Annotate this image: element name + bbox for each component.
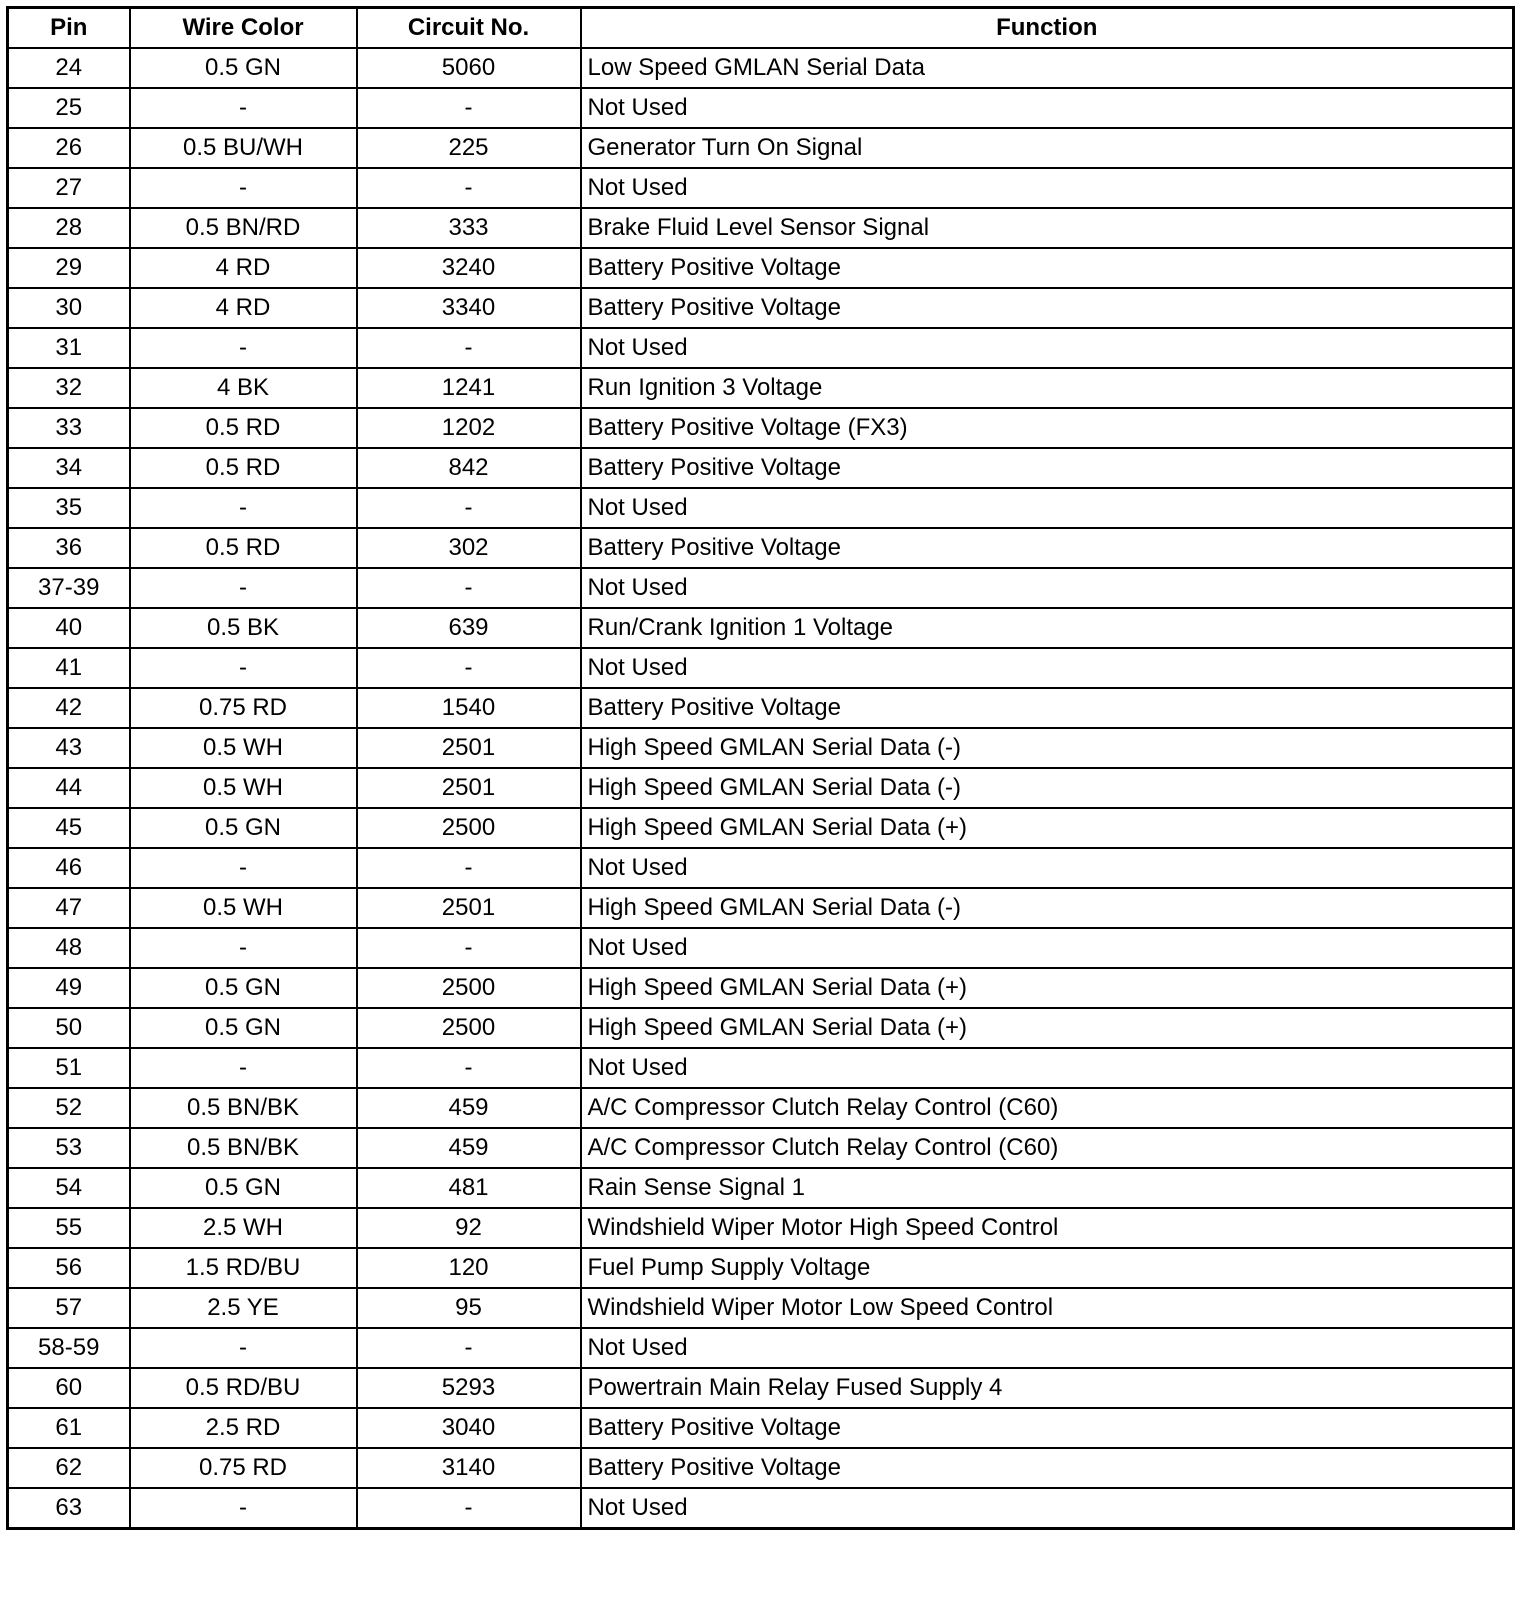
cell-wire-color: 0.5 WH	[130, 768, 357, 808]
cell-circuit-number: -	[357, 488, 581, 528]
table-row	[8, 728, 1514, 768]
cell-function: Battery Positive Voltage (FX3)	[581, 408, 1514, 448]
cell-circuit-number: 120	[357, 1248, 581, 1288]
cell-circuit-number: 2501	[357, 768, 581, 808]
cell-function: Battery Positive Voltage	[581, 528, 1514, 568]
cell-pin: 57	[8, 1288, 130, 1328]
cell-pin: 42	[8, 688, 130, 728]
table-body	[8, 48, 1514, 1529]
table-row	[8, 288, 1514, 328]
cell-function: Low Speed GMLAN Serial Data	[581, 48, 1514, 88]
table-row	[8, 1008, 1514, 1048]
cell-pin: 40	[8, 608, 130, 648]
table-row	[8, 848, 1514, 888]
cell-wire-color: -	[130, 1488, 357, 1529]
cell-function: Fuel Pump Supply Voltage	[581, 1248, 1514, 1288]
cell-wire-color: 0.5 RD	[130, 528, 357, 568]
cell-circuit-number: -	[357, 1048, 581, 1088]
cell-pin: 49	[8, 968, 130, 1008]
cell-circuit-number: 2500	[357, 968, 581, 1008]
cell-wire-color: 1.5 RD/BU	[130, 1248, 357, 1288]
cell-wire-color: 0.75 RD	[130, 1448, 357, 1488]
table-row	[8, 328, 1514, 368]
cell-wire-color: 0.5 BN/BK	[130, 1128, 357, 1168]
table-row	[8, 688, 1514, 728]
cell-wire-color: 0.5 WH	[130, 888, 357, 928]
cell-pin: 31	[8, 328, 130, 368]
table-row	[8, 128, 1514, 168]
cell-wire-color: 2.5 YE	[130, 1288, 357, 1328]
cell-circuit-number: 3140	[357, 1448, 581, 1488]
cell-wire-color: 0.5 BN/BK	[130, 1088, 357, 1128]
cell-function: Not Used	[581, 928, 1514, 968]
cell-pin: 29	[8, 248, 130, 288]
cell-circuit-number: 2501	[357, 888, 581, 928]
cell-wire-color: -	[130, 928, 357, 968]
cell-circuit-number: 5293	[357, 1368, 581, 1408]
cell-circuit-number: -	[357, 328, 581, 368]
table-row	[8, 1208, 1514, 1248]
cell-function: Windshield Wiper Motor High Speed Control	[581, 1208, 1514, 1248]
cell-pin: 30	[8, 288, 130, 328]
table-row	[8, 88, 1514, 128]
cell-wire-color: 0.5 GN	[130, 1168, 357, 1208]
cell-wire-color: -	[130, 648, 357, 688]
cell-pin: 28	[8, 208, 130, 248]
cell-function: High Speed GMLAN Serial Data (-)	[581, 888, 1514, 928]
table-row	[8, 808, 1514, 848]
table-row	[8, 368, 1514, 408]
cell-circuit-number: -	[357, 928, 581, 968]
cell-pin: 55	[8, 1208, 130, 1248]
cell-function: A/C Compressor Clutch Relay Control (C60)	[581, 1128, 1514, 1168]
cell-circuit-number: -	[357, 88, 581, 128]
cell-circuit-number: 1202	[357, 408, 581, 448]
column-header-pin: Pin	[8, 8, 130, 49]
cell-pin: 60	[8, 1368, 130, 1408]
cell-pin: 52	[8, 1088, 130, 1128]
cell-wire-color: 0.5 RD/BU	[130, 1368, 357, 1408]
cell-pin: 54	[8, 1168, 130, 1208]
cell-circuit-number: 333	[357, 208, 581, 248]
cell-circuit-number: 225	[357, 128, 581, 168]
cell-circuit-number: 459	[357, 1088, 581, 1128]
table-row	[8, 1128, 1514, 1168]
table-row	[8, 1168, 1514, 1208]
cell-function: Not Used	[581, 568, 1514, 608]
cell-pin: 58-59	[8, 1328, 130, 1368]
cell-pin: 53	[8, 1128, 130, 1168]
table-row	[8, 168, 1514, 208]
cell-function: Battery Positive Voltage	[581, 1408, 1514, 1448]
table-row	[8, 448, 1514, 488]
cell-circuit-number: -	[357, 1488, 581, 1529]
cell-wire-color: -	[130, 88, 357, 128]
cell-wire-color: 2.5 WH	[130, 1208, 357, 1248]
cell-circuit-number: 1241	[357, 368, 581, 408]
cell-pin: 47	[8, 888, 130, 928]
cell-circuit-number: 92	[357, 1208, 581, 1248]
cell-circuit-number: 5060	[357, 48, 581, 88]
cell-wire-color: 0.5 GN	[130, 968, 357, 1008]
cell-circuit-number: 3240	[357, 248, 581, 288]
cell-function: Not Used	[581, 648, 1514, 688]
table-row	[8, 568, 1514, 608]
table-row	[8, 1288, 1514, 1328]
cell-wire-color: -	[130, 568, 357, 608]
cell-pin: 51	[8, 1048, 130, 1088]
cell-function: Rain Sense Signal 1	[581, 1168, 1514, 1208]
cell-wire-color: 4 RD	[130, 288, 357, 328]
table-row	[8, 488, 1514, 528]
cell-function: Run Ignition 3 Voltage	[581, 368, 1514, 408]
cell-wire-color: 4 BK	[130, 368, 357, 408]
cell-function: Not Used	[581, 1488, 1514, 1529]
cell-pin: 43	[8, 728, 130, 768]
connector-pinout-table	[6, 6, 1515, 1530]
cell-pin: 46	[8, 848, 130, 888]
cell-wire-color: -	[130, 848, 357, 888]
cell-function: Not Used	[581, 1048, 1514, 1088]
cell-wire-color: -	[130, 168, 357, 208]
cell-wire-color: 0.5 RD	[130, 448, 357, 488]
cell-function: Battery Positive Voltage	[581, 1448, 1514, 1488]
cell-wire-color: 0.75 RD	[130, 688, 357, 728]
table-row	[8, 608, 1514, 648]
cell-function: Not Used	[581, 488, 1514, 528]
cell-pin: 63	[8, 1488, 130, 1529]
cell-wire-color: 4 RD	[130, 248, 357, 288]
cell-wire-color: -	[130, 328, 357, 368]
cell-wire-color: 0.5 BK	[130, 608, 357, 648]
cell-wire-color: 0.5 GN	[130, 1008, 357, 1048]
cell-wire-color: 0.5 BU/WH	[130, 128, 357, 168]
cell-wire-color: -	[130, 488, 357, 528]
table-row	[8, 48, 1514, 88]
cell-pin: 26	[8, 128, 130, 168]
table-row	[8, 648, 1514, 688]
cell-wire-color: 2.5 RD	[130, 1408, 357, 1448]
cell-function: High Speed GMLAN Serial Data (-)	[581, 768, 1514, 808]
cell-function: Battery Positive Voltage	[581, 248, 1514, 288]
cell-function: Generator Turn On Signal	[581, 128, 1514, 168]
cell-function: Run/Crank Ignition 1 Voltage	[581, 608, 1514, 648]
table-row	[8, 928, 1514, 968]
pinout-table-container	[6, 6, 1512, 1530]
cell-circuit-number: 842	[357, 448, 581, 488]
cell-circuit-number: 2500	[357, 808, 581, 848]
table-row	[8, 888, 1514, 928]
cell-pin: 35	[8, 488, 130, 528]
cell-pin: 41	[8, 648, 130, 688]
cell-pin: 36	[8, 528, 130, 568]
cell-function: High Speed GMLAN Serial Data (-)	[581, 728, 1514, 768]
cell-pin: 32	[8, 368, 130, 408]
cell-pin: 33	[8, 408, 130, 448]
cell-function: High Speed GMLAN Serial Data (+)	[581, 808, 1514, 848]
cell-function: Battery Positive Voltage	[581, 688, 1514, 728]
column-header-circuit-number: Circuit No.	[357, 8, 581, 49]
cell-wire-color: 0.5 WH	[130, 728, 357, 768]
cell-function: Not Used	[581, 848, 1514, 888]
table-row	[8, 968, 1514, 1008]
cell-circuit-number: 481	[357, 1168, 581, 1208]
cell-circuit-number: -	[357, 1328, 581, 1368]
cell-circuit-number: 3340	[357, 288, 581, 328]
cell-function: Not Used	[581, 328, 1514, 368]
cell-wire-color: 0.5 GN	[130, 808, 357, 848]
cell-circuit-number: -	[357, 848, 581, 888]
table-row	[8, 1488, 1514, 1529]
cell-pin: 24	[8, 48, 130, 88]
cell-function: Powertrain Main Relay Fused Supply 4	[581, 1368, 1514, 1408]
table-row	[8, 208, 1514, 248]
table-row	[8, 1048, 1514, 1088]
cell-pin: 27	[8, 168, 130, 208]
table-row	[8, 408, 1514, 448]
cell-circuit-number: 302	[357, 528, 581, 568]
cell-pin: 45	[8, 808, 130, 848]
cell-circuit-number: 459	[357, 1128, 581, 1168]
cell-function: Not Used	[581, 88, 1514, 128]
cell-circuit-number: -	[357, 648, 581, 688]
cell-function: Battery Positive Voltage	[581, 448, 1514, 488]
column-header-function: Function	[581, 8, 1514, 49]
cell-circuit-number: 3040	[357, 1408, 581, 1448]
table-row	[8, 1328, 1514, 1368]
cell-pin: 34	[8, 448, 130, 488]
cell-function: High Speed GMLAN Serial Data (+)	[581, 1008, 1514, 1048]
cell-wire-color: -	[130, 1048, 357, 1088]
table-row	[8, 248, 1514, 288]
cell-circuit-number: 2501	[357, 728, 581, 768]
table-row	[8, 528, 1514, 568]
cell-pin: 56	[8, 1248, 130, 1288]
table-header	[8, 8, 1514, 49]
cell-function: Windshield Wiper Motor Low Speed Control	[581, 1288, 1514, 1328]
cell-circuit-number: 95	[357, 1288, 581, 1328]
cell-pin: 61	[8, 1408, 130, 1448]
cell-pin: 37-39	[8, 568, 130, 608]
cell-pin: 50	[8, 1008, 130, 1048]
table-row	[8, 1368, 1514, 1408]
cell-circuit-number: 639	[357, 608, 581, 648]
cell-circuit-number: 2500	[357, 1008, 581, 1048]
cell-wire-color: 0.5 GN	[130, 48, 357, 88]
cell-pin: 25	[8, 88, 130, 128]
table-row	[8, 1408, 1514, 1448]
cell-wire-color: 0.5 BN/RD	[130, 208, 357, 248]
column-header-wire-color: Wire Color	[130, 8, 357, 49]
cell-function: Not Used	[581, 1328, 1514, 1368]
table-row	[8, 1448, 1514, 1488]
table-row	[8, 1248, 1514, 1288]
cell-circuit-number: -	[357, 568, 581, 608]
cell-wire-color: 0.5 RD	[130, 408, 357, 448]
cell-function: Not Used	[581, 168, 1514, 208]
cell-pin: 44	[8, 768, 130, 808]
cell-function: High Speed GMLAN Serial Data (+)	[581, 968, 1514, 1008]
table-row	[8, 1088, 1514, 1128]
cell-pin: 62	[8, 1448, 130, 1488]
cell-function: Battery Positive Voltage	[581, 288, 1514, 328]
cell-circuit-number: -	[357, 168, 581, 208]
cell-pin: 48	[8, 928, 130, 968]
cell-wire-color: -	[130, 1328, 357, 1368]
cell-function: Brake Fluid Level Sensor Signal	[581, 208, 1514, 248]
cell-function: A/C Compressor Clutch Relay Control (C60)	[581, 1088, 1514, 1128]
table-row	[8, 768, 1514, 808]
header-row	[8, 8, 1514, 49]
cell-circuit-number: 1540	[357, 688, 581, 728]
